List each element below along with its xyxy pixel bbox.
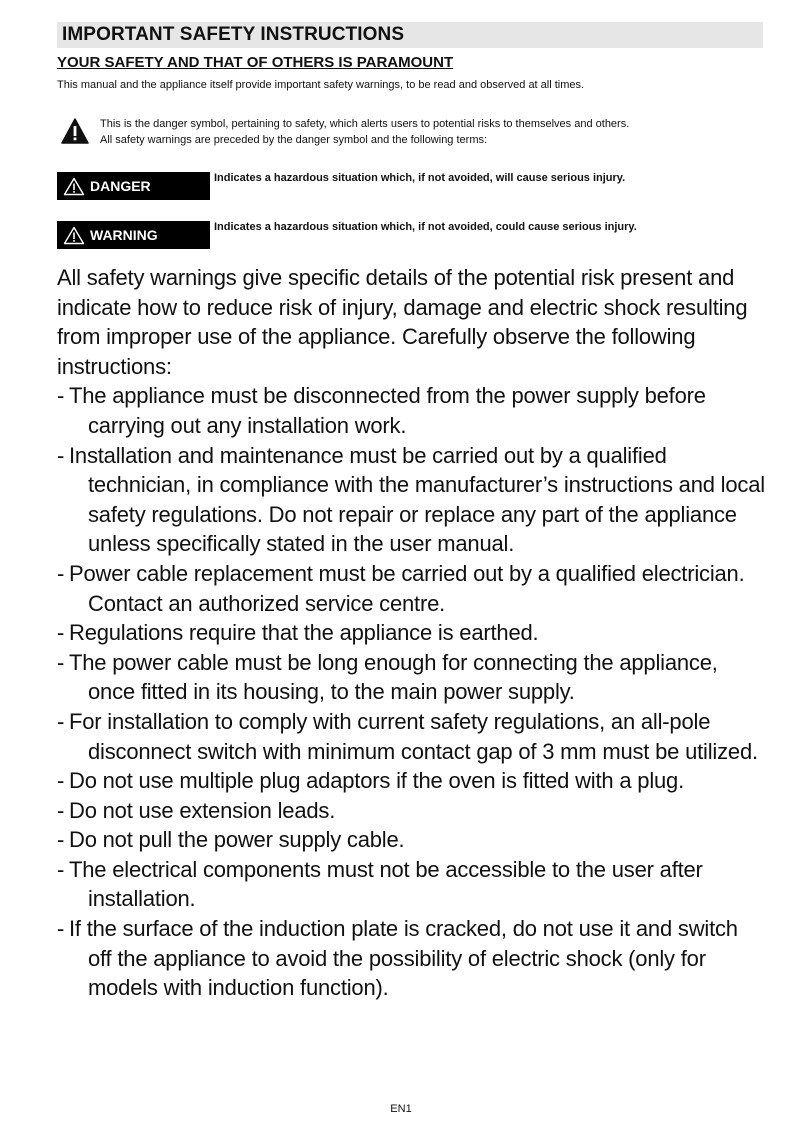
danger-symbol-explanation — [100, 116, 629, 148]
instruction-item: - The appliance must be disconnected from the power supply before carrying out any installation work. — [57, 383, 706, 438]
safety-instructions-body — [57, 263, 767, 1003]
danger-symbol-line-1: This is the danger symbol, pertaining to safety, which alerts users to potential risks to themselves and others. — [100, 118, 630, 130]
instruction-item: - If the surface of the induction plate is cracked, do not use it and switch off the appliance to avoid the possibility of electric shock (only for models with induction function). — [57, 916, 738, 1001]
danger-label: DANGER — [90, 178, 151, 194]
instruction-item: - Do not use extension leads. — [57, 797, 336, 823]
intro-text: This manual and the appliance itself provide important safety warnings, to be read and observed at all times. — [57, 79, 585, 91]
danger-description: Indicates a hazardous situation which, if not avoided, will cause serious injury. — [214, 172, 626, 184]
subtitle: YOUR SAFETY AND THAT OF OTHERS IS PARAMOUNT — [57, 54, 454, 71]
danger-badge — [57, 172, 210, 200]
danger-triangle-icon — [61, 118, 89, 144]
warning-triangle-icon — [63, 226, 85, 245]
instruction-item: - For installation to comply with current safety regulations, an all-pole disconnect switch with minimum contact gap of 3 mm must be utilized. — [57, 708, 758, 764]
instruction-item: - Do not pull the power supply cable. — [57, 827, 405, 853]
instruction-item: - Regulations require that the appliance is earthed. — [57, 620, 539, 646]
instruction-item: - The electrical components must not be accessible to the user after installation. — [57, 856, 703, 912]
instruction-list — [57, 381, 767, 1002]
warning-description: Indicates a hazardous situation which, if not avoided, could cause serious injury. — [214, 221, 637, 233]
warning-triangle-icon — [63, 177, 85, 196]
instruction-item: - The power cable must be long enough for connecting the appliance, once fitted in its housing, to the main power supply. — [57, 649, 718, 705]
page-number: EN1 — [390, 1103, 412, 1115]
warning-badge — [57, 221, 210, 249]
body-intro: All safety warnings give specific details of the potential risk present and indicate how to reduce risk of injury, damage and electric shock resulting from improper use of the appliance. Carefully observe the following instructions: — [57, 265, 748, 379]
warning-label: WARNING — [90, 227, 158, 243]
instruction-item: - Installation and maintenance must be carried out by a qualified technician, in compliance with the manufacturer’s instructions and local safety regulations. Do not repair or replace any part of the appliance unless specifically stated in the user manual. — [57, 442, 765, 557]
page-title: IMPORTANT SAFETY INSTRUCTIONS — [62, 24, 405, 45]
danger-symbol-line-2: All safety warnings are preceded by the danger symbol and the following terms: — [100, 134, 488, 146]
instruction-item: - Power cable replacement must be carried out by a qualified electrician. Contact an authorized service centre. — [57, 560, 745, 616]
instruction-item: - Do not use multiple plug adaptors if the oven is fitted with a plug. — [57, 768, 684, 794]
title-bar — [57, 22, 763, 48]
